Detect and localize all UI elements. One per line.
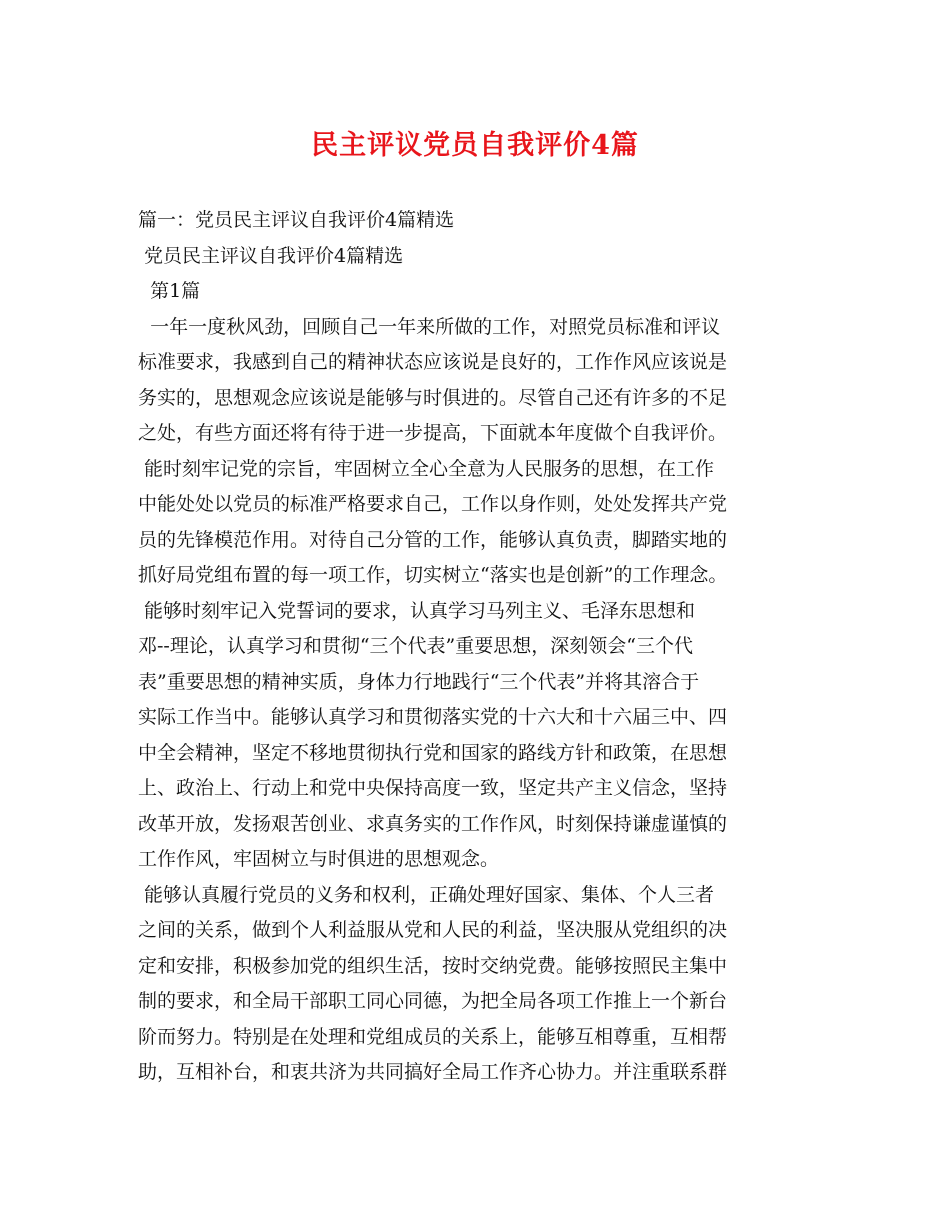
- text-line: 一年一度秋风劲，回顾自己一年来所做的工作，对照党员标准和评议: [138, 315, 721, 338]
- text-line: 标准要求，我感到自己的精神状态应该说是良好的，工作作风应该说是: [138, 351, 728, 373]
- text-line: 务实的，思想观念应该说是能够与时俱进的。尽管自己还有许多的不足: [138, 386, 728, 409]
- part-label: 第1篇: [138, 280, 201, 302]
- text-line: 之间的关系，做到个人利益服从党和人民的利益，坚决服从党组织的决: [138, 919, 728, 941]
- text-line: 员的先锋模范作用。对待自己分管的工作，能够认真负责，脚踏实地的: [138, 528, 728, 551]
- text-line: 邓--理论，认真学习和贯彻“三个代表”重要思想，深刻领会“三个代: [138, 635, 693, 657]
- document-title: 民主评议党员自我评价4篇: [311, 130, 639, 161]
- text-line: 助，互相补台，和衷共济为共同搞好全局工作齐心协力。并注重联系群: [138, 1061, 728, 1083]
- text-line: 工作作风，牢固树立与时俱进的思想观念。: [138, 848, 500, 870]
- text-line: 实际工作当中。能够认真学习和贯彻落实党的十六大和十六届三中、四: [138, 706, 728, 728]
- document-body: [138, 203, 828, 1091]
- text-line: 改革开放，发扬艰苦创业、求真务实的工作作风，时刻保持谦虚谨慎的: [138, 812, 728, 835]
- text-line: 阶而努力。特别是在处理和党组成员的关系上，能够互相尊重，互相帮: [138, 1025, 728, 1048]
- text-line: 能够时刻牢记入党誓词的要求，认真学习马列主义、毛泽东思想和: [138, 599, 696, 622]
- section-heading: 篇一：党员民主评议自我评价4篇精选: [138, 209, 455, 231]
- subsection-heading: 党员民主评议自我评价4篇精选: [138, 244, 404, 267]
- text-line: 能时刻牢记党的宗旨，牢固树立全心全意为人民服务的思想，在工作: [138, 457, 715, 480]
- text-line: 定和安排，积极参加党的组织生活，按时交纳党费。能够按照民主集中: [138, 954, 728, 977]
- text-line: 中全会精神，坚定不移地贯彻执行党和国家的路线方针和政策，在思想: [138, 741, 728, 764]
- text-line: 抓好局党组布置的每一项工作，切实树立“落实也是创新”的工作理念。: [138, 564, 728, 586]
- text-line: 表”重要思想的精神实质，身体力行地践行“三个代表”并将其溶合于: [138, 670, 700, 693]
- text-line: 之处，有些方面还将有待于进一步提高，下面就本年度做个自我评价。: [138, 422, 728, 444]
- text-line: 制的要求，和全局干部职工同心同德，为把全局各项工作推上一个新台: [138, 990, 728, 1012]
- text-line: 上、政治上、行动上和党中央保持高度一致，坚定共产主义信念，坚持: [138, 777, 728, 799]
- text-line: 能够认真履行党员的义务和权利，正确处理好国家、集体、个人三者: [138, 883, 715, 906]
- text-line: 中能处处以党员的标准严格要求自己，工作以身作则，处处发挥共产党: [138, 493, 728, 515]
